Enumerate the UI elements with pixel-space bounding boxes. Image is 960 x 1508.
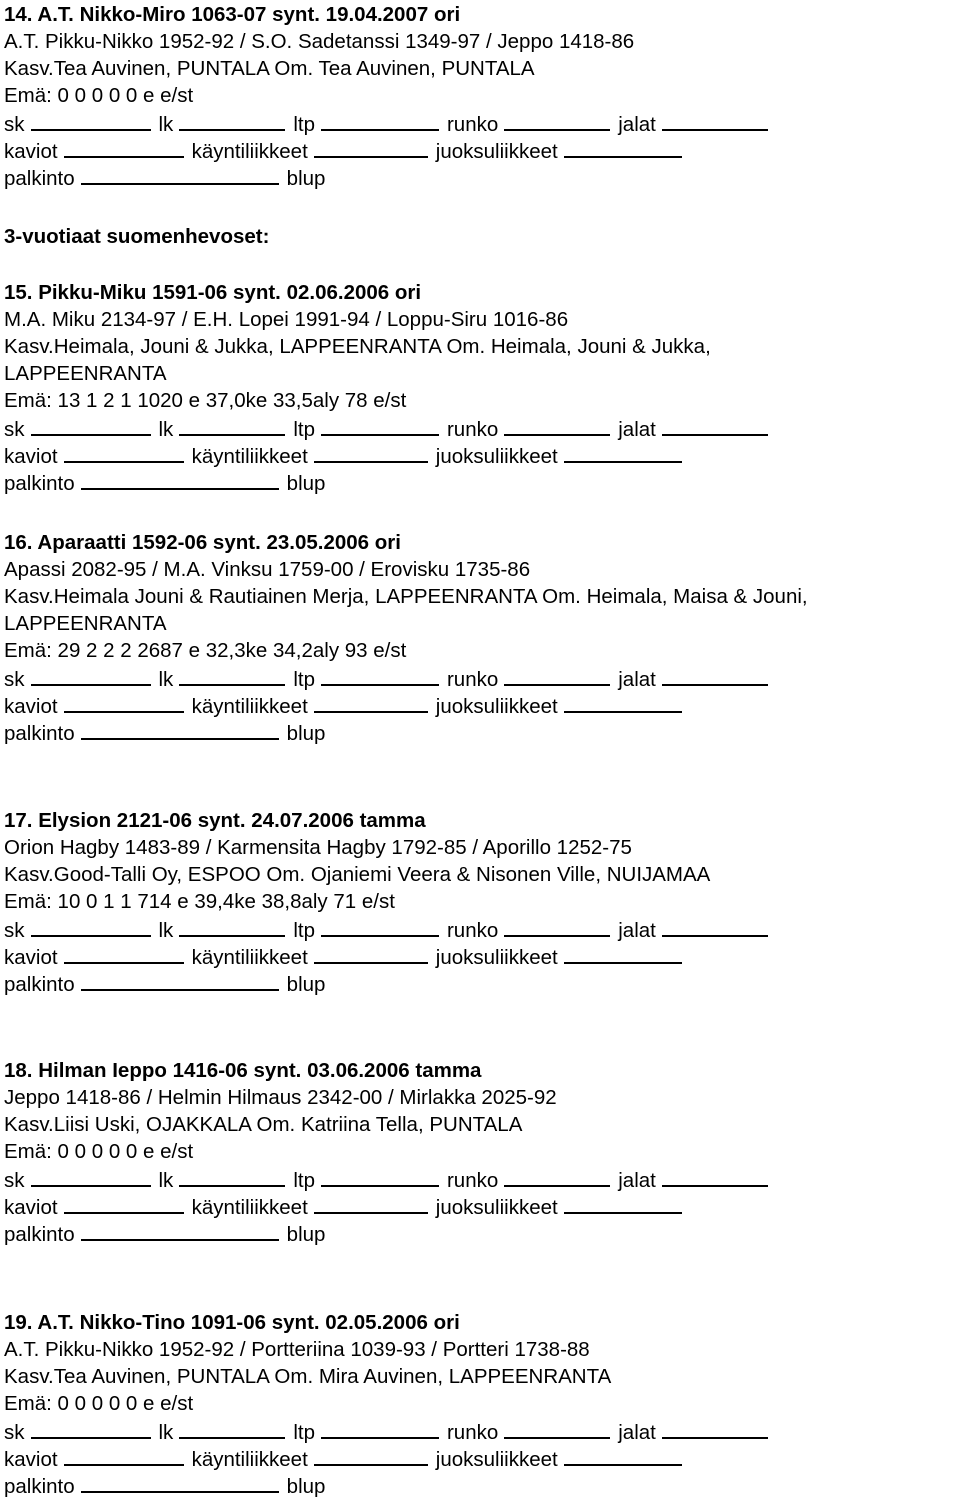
entry-detail-line: LAPPEENRANTA	[4, 362, 167, 385]
ltp-blank	[321, 110, 439, 131]
jalat-blank	[662, 1166, 768, 1187]
kaviot-label: kaviot	[4, 1448, 58, 1471]
runko-blank	[504, 916, 610, 937]
palkinto-blank	[81, 719, 279, 740]
runko-blank	[504, 665, 610, 686]
kayntiliikkeet-label: käyntiliikkeet	[191, 695, 308, 718]
blup-label: blup	[286, 472, 326, 495]
lk-label: lk	[158, 113, 174, 136]
assessment-row-movement	[4, 692, 690, 718]
runko-blank	[504, 110, 610, 131]
entry-detail-line: Apassi 2082-95 / M.A. Vinksu 1759-00 / Erovisku 1735-86	[4, 558, 531, 581]
blup-label: blup	[286, 167, 326, 190]
kayntiliikkeet-label: käyntiliikkeet	[191, 1448, 308, 1471]
juoksuliikkeet-blank	[564, 442, 682, 463]
kaviot-blank	[64, 1445, 184, 1466]
kaviot-label: kaviot	[4, 695, 58, 718]
assessment-row-conformation	[4, 110, 776, 136]
assessment-row-award	[4, 970, 331, 996]
entry-detail-line: Emä: 0 0 0 0 0 e e/st	[4, 1392, 194, 1415]
jalat-label: jalat	[618, 668, 656, 691]
assessment-row-movement	[4, 943, 690, 969]
juoksuliikkeet-blank	[564, 137, 682, 158]
jalat-label: jalat	[618, 418, 656, 441]
entry-detail-line: Kasv.Heimala Jouni & Rautiainen Merja, LAPPEENRANTA Om. Heimala, Maisa & Jouni,	[4, 585, 808, 608]
juoksuliikkeet-label: juoksuliikkeet	[435, 695, 558, 718]
blup-label: blup	[286, 1223, 326, 1246]
entry-detail-line: Kasv.Liisi Uski, OJAKKALA Om. Katriina Tella, PUNTALA	[4, 1113, 523, 1136]
kayntiliikkeet-label: käyntiliikkeet	[191, 946, 308, 969]
ltp-label: ltp	[293, 1421, 315, 1444]
assessment-row-movement	[4, 1445, 690, 1471]
assessment-row-movement	[4, 1193, 690, 1219]
entry-detail-line: A.T. Pikku-Nikko 1952-92 / Portteriina 1039-93 / Portteri 1738-88	[4, 1338, 590, 1361]
palkinto-blank	[81, 1472, 279, 1493]
kaviot-blank	[64, 1193, 184, 1214]
assessment-row-conformation	[4, 1418, 776, 1444]
jalat-label: jalat	[618, 1421, 656, 1444]
blup-label: blup	[286, 1475, 326, 1498]
section-heading: 3-vuotiaat suomenhevoset:	[4, 225, 270, 248]
assessment-row-conformation	[4, 916, 776, 942]
sk-label: sk	[4, 919, 25, 942]
jalat-label: jalat	[618, 919, 656, 942]
sk-blank	[31, 415, 151, 436]
sk-blank	[31, 1166, 151, 1187]
lk-label: lk	[158, 919, 174, 942]
runko-blank	[504, 1418, 610, 1439]
palkinto-blank	[81, 469, 279, 490]
kayntiliikkeet-blank	[314, 1193, 428, 1214]
jalat-label: jalat	[618, 113, 656, 136]
palkinto-label: palkinto	[4, 973, 75, 996]
palkinto-blank	[81, 164, 279, 185]
entry-detail-line: Kasv.Good-Talli Oy, ESPOO Om. Ojaniemi Veera & Nisonen Ville, NUIJAMAA	[4, 863, 711, 886]
assessment-row-movement	[4, 442, 690, 468]
runko-label: runko	[446, 113, 499, 136]
juoksuliikkeet-blank	[564, 943, 682, 964]
lk-blank	[179, 415, 285, 436]
entry-detail-line: A.T. Pikku-Nikko 1952-92 / S.O. Sadetanssi 1349-97 / Jeppo 1418-86	[4, 30, 635, 53]
entry-detail-line: Emä: 0 0 0 0 0 e e/st	[4, 84, 194, 107]
jalat-blank	[662, 415, 768, 436]
entry-detail-line: LAPPEENRANTA	[4, 612, 167, 635]
entry-detail-line: Jeppo 1418-86 / Helmin Hilmaus 2342-00 / Mirlakka 2025-92	[4, 1086, 557, 1109]
lk-label: lk	[158, 1169, 174, 1192]
runko-blank	[504, 415, 610, 436]
assessment-row-award	[4, 164, 331, 190]
runko-label: runko	[446, 919, 499, 942]
lk-label: lk	[158, 668, 174, 691]
entry-detail-line: Emä: 0 0 0 0 0 e e/st	[4, 1140, 194, 1163]
sk-label: sk	[4, 1421, 25, 1444]
blup-label: blup	[286, 973, 326, 996]
lk-blank	[179, 916, 285, 937]
kayntiliikkeet-label: käyntiliikkeet	[191, 1196, 308, 1219]
entry-detail-line: Emä: 10 0 1 1 714 e 39,4ke 38,8aly 71 e/st	[4, 890, 395, 913]
sk-blank	[31, 1418, 151, 1439]
entry-title: 17. Elysion 2121-06 synt. 24.07.2006 tamma	[4, 809, 426, 832]
runko-label: runko	[446, 1169, 499, 1192]
juoksuliikkeet-blank	[564, 692, 682, 713]
assessment-row-award	[4, 1220, 331, 1246]
kayntiliikkeet-blank	[314, 442, 428, 463]
kaviot-blank	[64, 137, 184, 158]
kayntiliikkeet-blank	[314, 692, 428, 713]
jalat-blank	[662, 1418, 768, 1439]
kaviot-blank	[64, 692, 184, 713]
juoksuliikkeet-label: juoksuliikkeet	[435, 946, 558, 969]
kaviot-label: kaviot	[4, 946, 58, 969]
entry-detail-line: Emä: 29 2 2 2 2687 e 32,3ke 34,2aly 93 e/st	[4, 639, 407, 662]
kaviot-blank	[64, 943, 184, 964]
kaviot-label: kaviot	[4, 445, 58, 468]
ltp-label: ltp	[293, 418, 315, 441]
assessment-row-conformation	[4, 1166, 776, 1192]
lk-blank	[179, 665, 285, 686]
entry-detail-line: Kasv.Tea Auvinen, PUNTALA Om. Mira Auvinen, LAPPEENRANTA	[4, 1365, 612, 1388]
entry-title: 15. Pikku-Miku 1591-06 synt. 02.06.2006 ori	[4, 281, 422, 304]
runko-blank	[504, 1166, 610, 1187]
jalat-blank	[662, 916, 768, 937]
runko-label: runko	[446, 418, 499, 441]
ltp-label: ltp	[293, 113, 315, 136]
entry-title: 19. A.T. Nikko-Tino 1091-06 synt. 02.05.2006 ori	[4, 1311, 460, 1334]
assessment-row-award	[4, 469, 331, 495]
sk-blank	[31, 110, 151, 131]
juoksuliikkeet-blank	[564, 1193, 682, 1214]
kaviot-blank	[64, 442, 184, 463]
assessment-row-conformation	[4, 665, 776, 691]
sk-blank	[31, 665, 151, 686]
palkinto-label: palkinto	[4, 1223, 75, 1246]
ltp-blank	[321, 415, 439, 436]
runko-label: runko	[446, 1421, 499, 1444]
ltp-label: ltp	[293, 1169, 315, 1192]
kayntiliikkeet-label: käyntiliikkeet	[191, 140, 308, 163]
palkinto-label: palkinto	[4, 472, 75, 495]
kaviot-label: kaviot	[4, 1196, 58, 1219]
assessment-row-movement	[4, 137, 690, 163]
kaviot-label: kaviot	[4, 140, 58, 163]
jalat-blank	[662, 665, 768, 686]
lk-blank	[179, 1418, 285, 1439]
palkinto-label: palkinto	[4, 167, 75, 190]
ltp-label: ltp	[293, 919, 315, 942]
palkinto-blank	[81, 1220, 279, 1241]
juoksuliikkeet-label: juoksuliikkeet	[435, 1448, 558, 1471]
juoksuliikkeet-label: juoksuliikkeet	[435, 445, 558, 468]
juoksuliikkeet-label: juoksuliikkeet	[435, 140, 558, 163]
ltp-label: ltp	[293, 668, 315, 691]
entry-detail-line: Kasv.Heimala, Jouni & Jukka, LAPPEENRANTA Om. Heimala, Jouni & Jukka,	[4, 335, 711, 358]
entry-title: 14. A.T. Nikko-Miro 1063-07 synt. 19.04.2007 ori	[4, 3, 461, 26]
entry-detail-line: Kasv.Tea Auvinen, PUNTALA Om. Tea Auvinen, PUNTALA	[4, 57, 535, 80]
lk-blank	[179, 1166, 285, 1187]
sk-label: sk	[4, 418, 25, 441]
sk-label: sk	[4, 1169, 25, 1192]
jalat-label: jalat	[618, 1169, 656, 1192]
entry-title: 18. Hilman Ieppo 1416-06 synt. 03.06.2006 tamma	[4, 1059, 482, 1082]
assessment-row-conformation	[4, 415, 776, 441]
entry-detail-line: M.A. Miku 2134-97 / E.H. Lopei 1991-94 / Loppu-Siru 1016-86	[4, 308, 569, 331]
sk-label: sk	[4, 668, 25, 691]
entry-title: 16. Aparaatti 1592-06 synt. 23.05.2006 ori	[4, 531, 401, 554]
kayntiliikkeet-label: käyntiliikkeet	[191, 445, 308, 468]
juoksuliikkeet-label: juoksuliikkeet	[435, 1196, 558, 1219]
kayntiliikkeet-blank	[314, 1445, 428, 1466]
sk-blank	[31, 916, 151, 937]
palkinto-label: palkinto	[4, 722, 75, 745]
entry-detail-line: Orion Hagby 1483-89 / Karmensita Hagby 1792-85 / Aporillo 1252-75	[4, 836, 632, 859]
palkinto-blank	[81, 970, 279, 991]
blup-label: blup	[286, 722, 326, 745]
ltp-blank	[321, 1166, 439, 1187]
assessment-row-award	[4, 719, 331, 745]
kayntiliikkeet-blank	[314, 943, 428, 964]
assessment-row-award	[4, 1472, 331, 1498]
ltp-blank	[321, 665, 439, 686]
ltp-blank	[321, 1418, 439, 1439]
kayntiliikkeet-blank	[314, 137, 428, 158]
runko-label: runko	[446, 668, 499, 691]
lk-label: lk	[158, 418, 174, 441]
sk-label: sk	[4, 113, 25, 136]
lk-label: lk	[158, 1421, 174, 1444]
jalat-blank	[662, 110, 768, 131]
entry-detail-line: Emä: 13 1 2 1 1020 e 37,0ke 33,5aly 78 e/st	[4, 389, 407, 412]
ltp-blank	[321, 916, 439, 937]
lk-blank	[179, 110, 285, 131]
palkinto-label: palkinto	[4, 1475, 75, 1498]
juoksuliikkeet-blank	[564, 1445, 682, 1466]
